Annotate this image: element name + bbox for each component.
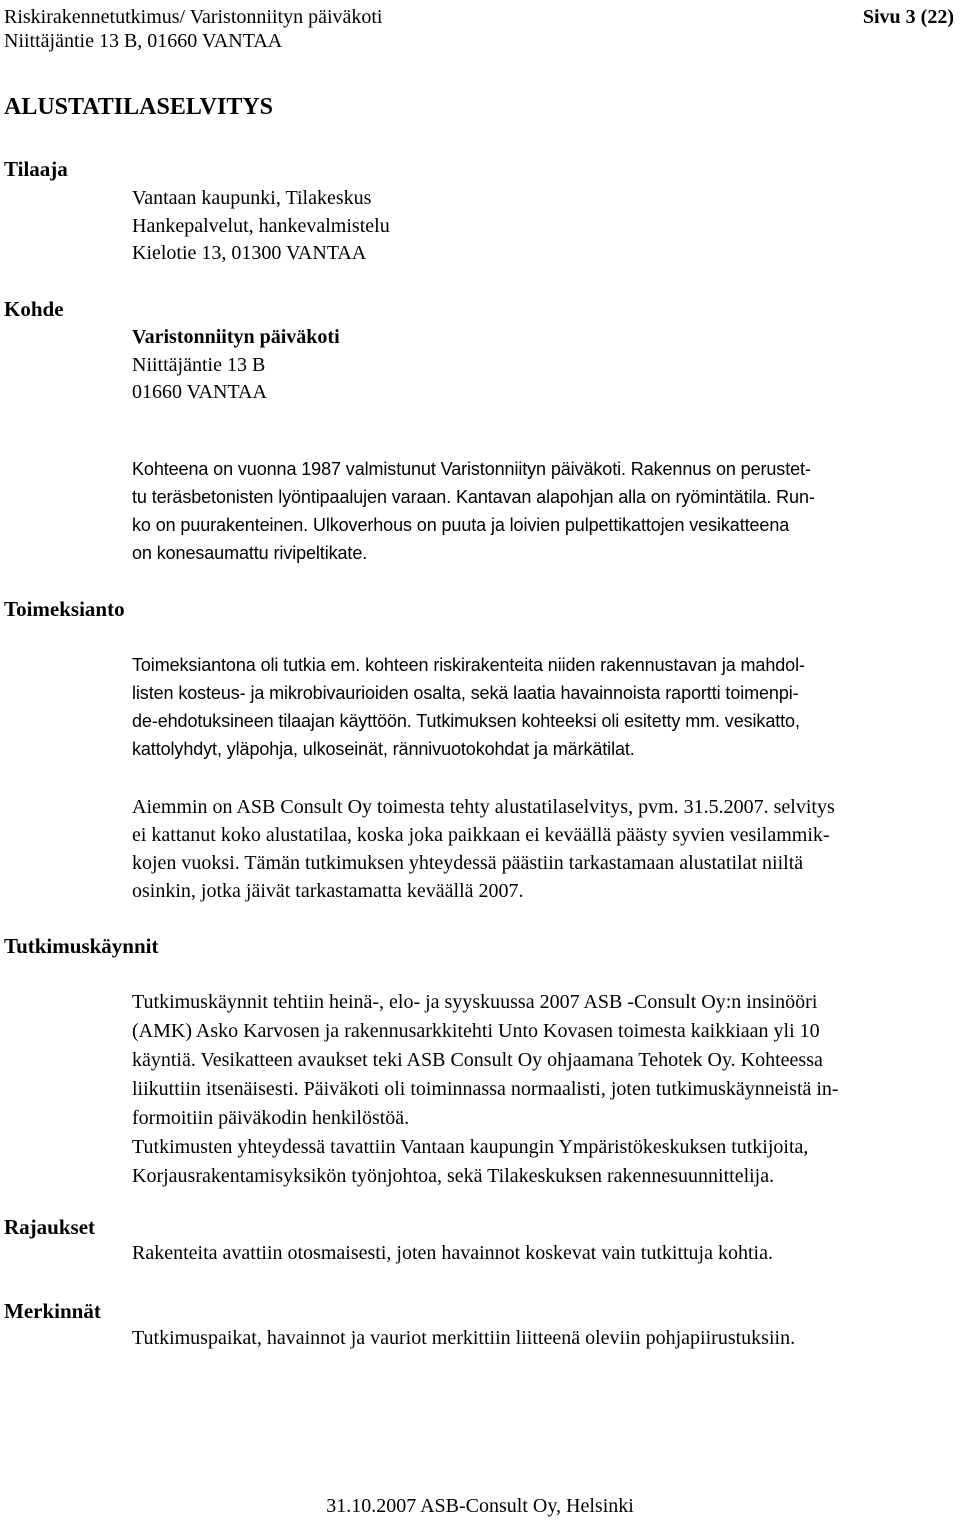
section-label-rajaukset: Rajaukset	[4, 1215, 96, 1239]
toimeksianto-line: Aiemmin on ASB Consult Oy toimesta tehty alustatilaselvitys, pvm. 31.5.2007. selvitys	[132, 796, 835, 818]
toimeksianto-line: de-ehdotuksineen tilaajan käyttöön. Tutkimuksen kohteeksi oli esitetty mm. vesikatto,	[132, 711, 800, 731]
toimeksianto-line: kojen vuoksi. Tämän tutkimuksen yhteydessä päästiin tarkastamaan alustatilat niiltä	[132, 852, 804, 874]
header-left-line1: Riskirakennetutkimus/ Varistonniityn päiväkoti	[4, 6, 383, 28]
toimeksianto-paragraph-2	[132, 793, 835, 905]
section-label-toimeksianto: Toimeksianto	[4, 597, 125, 621]
tutkimuskaynnit-line: (AMK) Asko Karvosen ja rakennusarkkitehti Unto Kovasen toimesta kaikkiaan yli 10	[132, 1020, 820, 1042]
tutkimuskaynnit-line: Tutkimusten yhteydessä tavattiin Vantaan kaupungin Ympäristökeskuksen tutkijoita,	[132, 1136, 809, 1158]
description-line: on konesaumattu rivipeltikate.	[132, 543, 368, 563]
kohde-address	[132, 324, 340, 407]
page-title: ALUSTATILASELVITYS	[4, 94, 274, 120]
toimeksianto-paragraph-1	[132, 651, 805, 763]
tutkimuskaynnit-line: Korjausrakentamisyksikön työnjohtoa, sekä Tilakeskuksen rakennesuunnittelija.	[132, 1165, 775, 1187]
tilaaja-line: Hankepalvelut, hankevalmistelu	[132, 214, 390, 237]
kohde-description	[132, 455, 815, 567]
description-line: tu teräsbetonisten lyöntipaalujen varaan. Kantavan alapohjan alla on ryömintätila. Run-	[132, 487, 815, 507]
tutkimuskaynnit-line: formoitiin päiväkodin henkilöstöä.	[132, 1107, 410, 1129]
toimeksianto-line: ei kattanut koko alustatilaa, koska joka paikkaan ei keväällä päästy syvien vesilammik-	[132, 824, 830, 846]
tutkimuskaynnit-text	[132, 988, 839, 1191]
section-label-merkinnat: Merkinnät	[4, 1299, 101, 1323]
section-label-kohde: Kohde	[4, 297, 64, 321]
description-line: Kohteena on vuonna 1987 valmistunut Varistonniityn päiväkoti. Rakennus on perustet-	[132, 459, 811, 479]
description-line: ko on puurakenteinen. Ulkoverhous on puuta ja loivien pulpettikattojen vesikatteena	[132, 515, 790, 535]
kohde-line: Niittäjäntie 13 B	[132, 353, 266, 376]
tilaaja-line: Vantaan kaupunki, Tilakeskus	[132, 187, 372, 209]
tilaaja-address	[132, 185, 390, 268]
kohde-name: Varistonniityn päiväkoti	[132, 326, 340, 348]
footer: 31.10.2007 ASB-Consult Oy, Helsinki	[326, 1495, 634, 1517]
rajaukset-text: Rakenteita avattiin otosmaisesti, joten havainnot koskevat vain tutkittuja kohtia.	[132, 1242, 773, 1264]
section-label-tutkimuskaynnit: Tutkimuskäynnit	[4, 934, 159, 958]
toimeksianto-line: Toimeksiantona oli tutkia em. kohteen riskirakenteita niiden rakennustavan ja mahdol-	[132, 655, 805, 675]
kohde-line: 01660 VANTAA	[132, 381, 267, 403]
tilaaja-line: Kielotie 13, 01300 VANTAA	[132, 242, 367, 264]
tutkimuskaynnit-line: käyntiä. Vesikatteen avaukset teki ASB Consult Oy ohjaamana Tehotek Oy. Kohteessa	[132, 1049, 823, 1071]
tutkimuskaynnit-line: Tutkimuskäynnit tehtiin heinä-, elo- ja syyskuussa 2007 ASB -Consult Oy:n insinööri	[132, 991, 818, 1013]
header-page-number: Sivu 3 (22)	[862, 6, 954, 28]
toimeksianto-line: listen kosteus- ja mikrobivaurioiden osalta, sekä laatia havainnoista raportti toimenpi-	[132, 683, 799, 703]
section-label-tilaaja: Tilaaja	[4, 157, 68, 181]
merkinnat-text: Tutkimuspaikat, havainnot ja vauriot merkittiin liitteenä oleviin pohjapiirustuksiin.	[132, 1327, 796, 1349]
header-left-line2: Niittäjäntie 13 B, 01660 VANTAA	[4, 30, 283, 52]
toimeksianto-line: osinkin, jotka jäivät tarkastamatta keväällä 2007.	[132, 880, 524, 902]
tutkimuskaynnit-line: liikuttiin itsenäisesti. Päiväkoti oli toiminnassa normaalisti, joten tutkimuskäynneistä in-	[132, 1078, 839, 1100]
toimeksianto-line: kattolyhdyt, yläpohja, ulkoseinät, rännivuotokohdat ja märkätilat.	[132, 739, 635, 759]
